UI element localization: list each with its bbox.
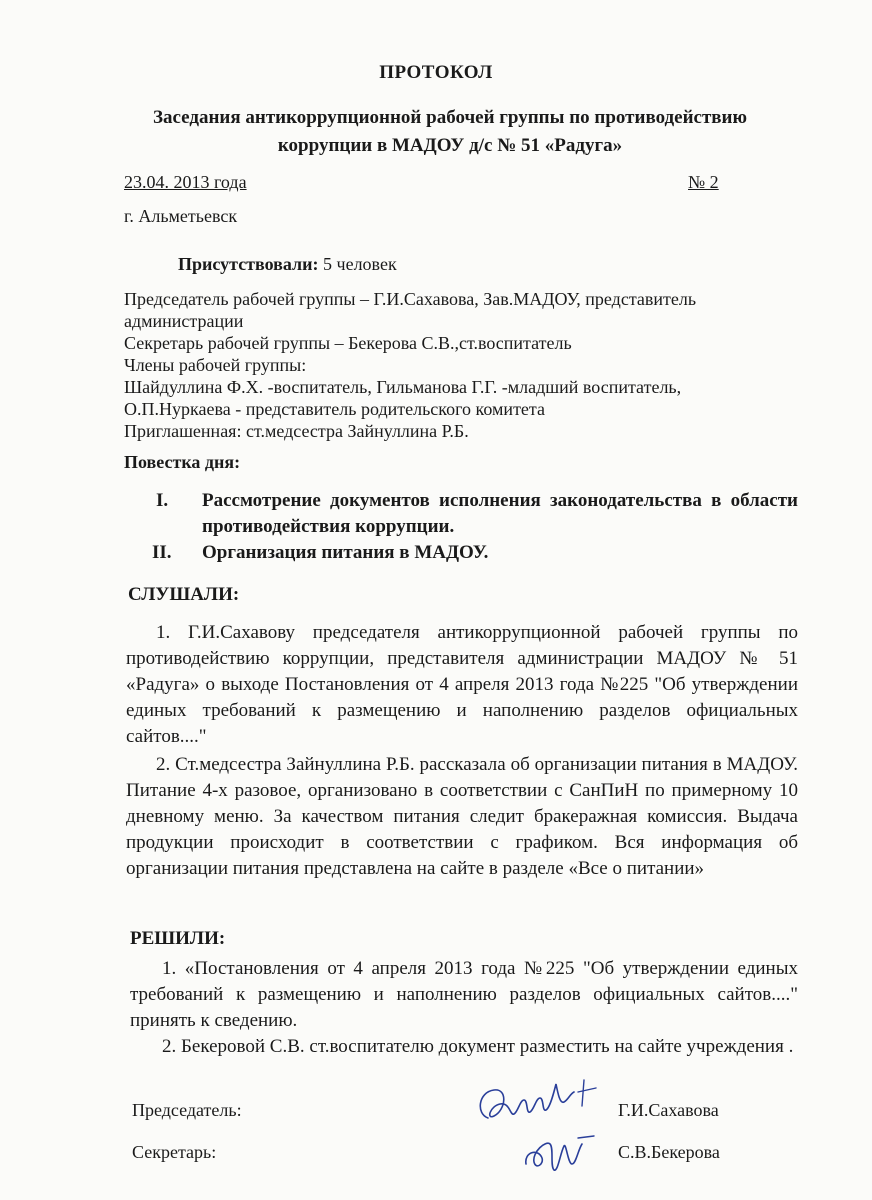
protocol-number: № 2 — [688, 172, 719, 192]
document-subtitle — [110, 104, 790, 160]
secretary-signature — [516, 1124, 606, 1180]
chair-label: Председатель: — [132, 1100, 242, 1120]
agenda-item-2-number: II. — [152, 542, 172, 563]
protocol-date: 23.04. 2013 года — [124, 172, 247, 192]
members-line-5: Шайдуллина Ф.Х. -воспитатель, Гильманова Г.Г. -младший воспитатель, — [124, 377, 682, 397]
heard-paragraph-1: 1. Г.И.Сахавову председателя антикоррупционной рабочей группы по противодействию коррупции, представителя администрации МАДОУ № 51 «Радуга» о выходе Постановления от 4 апреля 2013 года №225 "Об утверждении единых требований к размещению и наполнению разделов официальных сайтов...." — [126, 622, 798, 747]
secretary-name: С.В.Бекерова — [618, 1142, 720, 1162]
heard-heading: СЛУШАЛИ: — [128, 584, 240, 605]
agenda-item-2-text: Организация питания в МАДОУ. — [202, 542, 489, 563]
members-block — [124, 288, 696, 442]
members-line-1: Председатель рабочей группы – Г.И.Сахавова, Зав.МАДОУ, представитель — [124, 289, 697, 309]
chair-name: Г.И.Сахавова — [618, 1100, 719, 1120]
protocol-city: г. Альметьевск — [124, 206, 238, 226]
attendance-count: 5 человек — [318, 254, 397, 274]
subtitle-line-1: Заседания антикоррупционной рабочей группы по противодействию — [152, 107, 748, 128]
document-title: ПРОТОКОЛ — [379, 62, 493, 83]
members-line-7: Приглашенная: ст.медсестра Зайнуллина Р.Б. — [124, 421, 469, 441]
agenda-item-1-text: Рассмотрение документов исполнения законодательства в области противодействия коррупции. — [202, 490, 798, 537]
members-line-6: О.П.Нуркаева - представитель родительского комитета — [124, 399, 545, 419]
attendance-label: Присутствовали: — [178, 254, 319, 274]
decided-paragraph-2: 2. Бекеровой С.В. ст.воспитателю документ разместить на сайте учреждения . — [162, 1036, 794, 1057]
decided-heading: РЕШИЛИ: — [130, 928, 226, 949]
attendance-line — [178, 254, 397, 275]
subtitle-line-2: коррупции в МАДОУ д/с № 51 «Радуга» — [277, 135, 623, 156]
members-line-3: Секретарь рабочей группы – Бекерова С.В.,ст.воспитатель — [124, 333, 572, 353]
members-line-2: администрации — [124, 311, 244, 331]
agenda-heading: Повестка дня: — [124, 452, 241, 472]
members-line-4: Члены рабочей группы: — [124, 355, 307, 375]
decided-paragraph-1: 1. «Постановления от 4 апреля 2013 года №225 "Об утверждении единых требований к размещению и наполнению разделов официальных сайтов...." принять к сведению. — [130, 958, 798, 1031]
secretary-label: Секретарь: — [132, 1142, 217, 1162]
heard-paragraph-2: 2. Ст.медсестра Зайнуллина Р.Б. рассказала об организации питания в МАДОУ. Питание 4-х разовое, организовано в соответствии с СанПиН по примерному 10 дневному меню. За качеством питания следит бракеражная комиссия. Выдача продукции происходит в соответствии с графиком. Вся информация об организации питания представлена на сайте в разделе «Все о питании» — [126, 754, 798, 879]
agenda-item-1-number: I. — [156, 490, 169, 511]
